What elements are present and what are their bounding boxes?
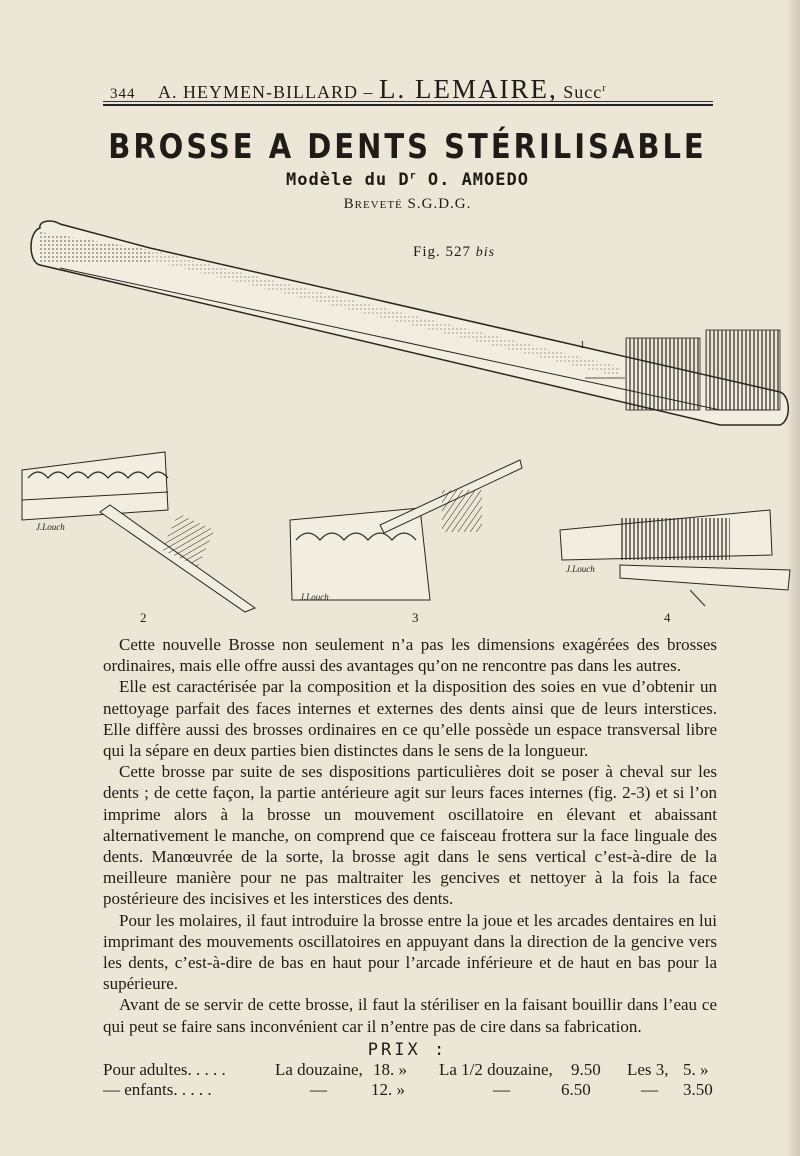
figure-3-teeth-brush bbox=[290, 460, 522, 600]
half-dozen-price: 9.50 bbox=[571, 1060, 601, 1079]
page-number: 344 bbox=[110, 86, 136, 102]
dozen-label: La douzaine, bbox=[275, 1060, 363, 1079]
engraver-signature-fig4: J.Louch bbox=[566, 564, 595, 574]
description-text bbox=[103, 634, 717, 1037]
publisher-name: A. HEYMEN-BILLARD – bbox=[158, 82, 374, 102]
price-row-adults bbox=[103, 1060, 723, 1082]
figure-number-2: 2 bbox=[140, 610, 147, 625]
engraver-signature-fig3: J.Louch bbox=[300, 592, 329, 602]
price-label: Pour adultes. . . . . bbox=[103, 1060, 226, 1079]
price-row-children bbox=[103, 1080, 723, 1102]
figure-label-suffix: bis bbox=[475, 245, 496, 260]
brand-name: L. LEMAIRE, bbox=[379, 74, 558, 104]
dozen-price: 18. » bbox=[373, 1060, 407, 1079]
subtitle-suffix: O. AMOEDO bbox=[416, 170, 529, 190]
figure-2-teeth-brush bbox=[22, 452, 255, 612]
successor-label: Succ bbox=[563, 82, 603, 102]
callout-1: 1 bbox=[580, 340, 585, 351]
price-heading: PRIX : bbox=[367, 1040, 448, 1060]
figure-label-text: Fig. 527 bbox=[413, 244, 472, 260]
paragraph-1: Cette nouvelle Brosse non seulement n’a pas les dimensions exagérées des brosses ordinaires, mais elle offre aussi des avantages qu’on ne rencontre pas dans les autres. bbox=[103, 635, 717, 676]
successor-sup: r bbox=[602, 83, 607, 94]
half-dozen-label: La 1/2 douzaine, bbox=[439, 1060, 553, 1079]
paragraph-5: Avant de se servir de cette brosse, il faut la stériliser en la faisant bouillir dans l’eau ce qui peut se faire sans inconvénient car il n’entre pas de cire dans sa fabrication. bbox=[103, 995, 717, 1036]
paragraph-2: Elle est caractérisée par la composition et la disposition des soies en vue d’obtenir un nettoyage parfait des faces internes et externes des dents ainsi que de leurs interstices. Elle diffère aussi des brosses ordinaires en ce qu’elle possède un espace transversal libre qui la sépare en deux parties bien distinctes dans le sens de la longueur. bbox=[103, 677, 717, 761]
page-title: BROSSE A DENTS STÉRILISABLE bbox=[108, 126, 707, 167]
half-dozen-price: 6.50 bbox=[561, 1080, 591, 1099]
subtitle-prefix: Modèle du D bbox=[286, 170, 410, 190]
subtitle-sup: r bbox=[409, 170, 417, 182]
dozen-price: 12. » bbox=[371, 1080, 405, 1099]
paragraph-4: Pour les molaires, il faut introduire la brosse entre la joue et les arcades dentaires en lui imprimant des mouvements oscillatoires en appuyant dans la direction de la gencive vers les dents, c’est-à-dire de bas en haut pour l’arcade inférieure et de haut en bas pour la supérieure. bbox=[103, 910, 717, 994]
paragraph-3: Cette brosse par suite de ses dispositions particulières doit se poser à cheval sur les dents ; de cette façon, la partie antérieure agit sur leurs faces internes (fig. 2-3) et si l’on imprime alors à la brosse un mouvement oscillatoire en élevant et abaissant alternativement le manche, on comprend que ce faisceau frottera sur la face linguale des dents. Manœuvrée de la sorte, la brosse agit dans le sens vertical c’est-à-dire de la meilleure manière pour ne pas maltraiter les gencives et nettoyer à la fois la face postérieure des incisives et les interstices des dents. bbox=[103, 762, 717, 909]
patent-note: Breveté S.G.D.G. bbox=[343, 196, 472, 212]
dozen-label: — bbox=[310, 1080, 327, 1099]
three-label: Les 3, bbox=[627, 1060, 669, 1079]
three-price: 5. » bbox=[683, 1060, 709, 1079]
half-dozen-label: — bbox=[493, 1080, 510, 1099]
figure-number-4: 4 bbox=[664, 610, 671, 625]
three-price: 3.50 bbox=[683, 1080, 713, 1099]
price-label: — enfants. . . . . bbox=[103, 1080, 212, 1099]
three-label: — bbox=[641, 1080, 658, 1099]
figure-1-toothbrush bbox=[31, 221, 788, 425]
figure-number-3: 3 bbox=[412, 610, 419, 625]
engraver-signature-fig2: J.Louch bbox=[36, 522, 65, 532]
figure-4-teeth-brush bbox=[560, 510, 790, 606]
